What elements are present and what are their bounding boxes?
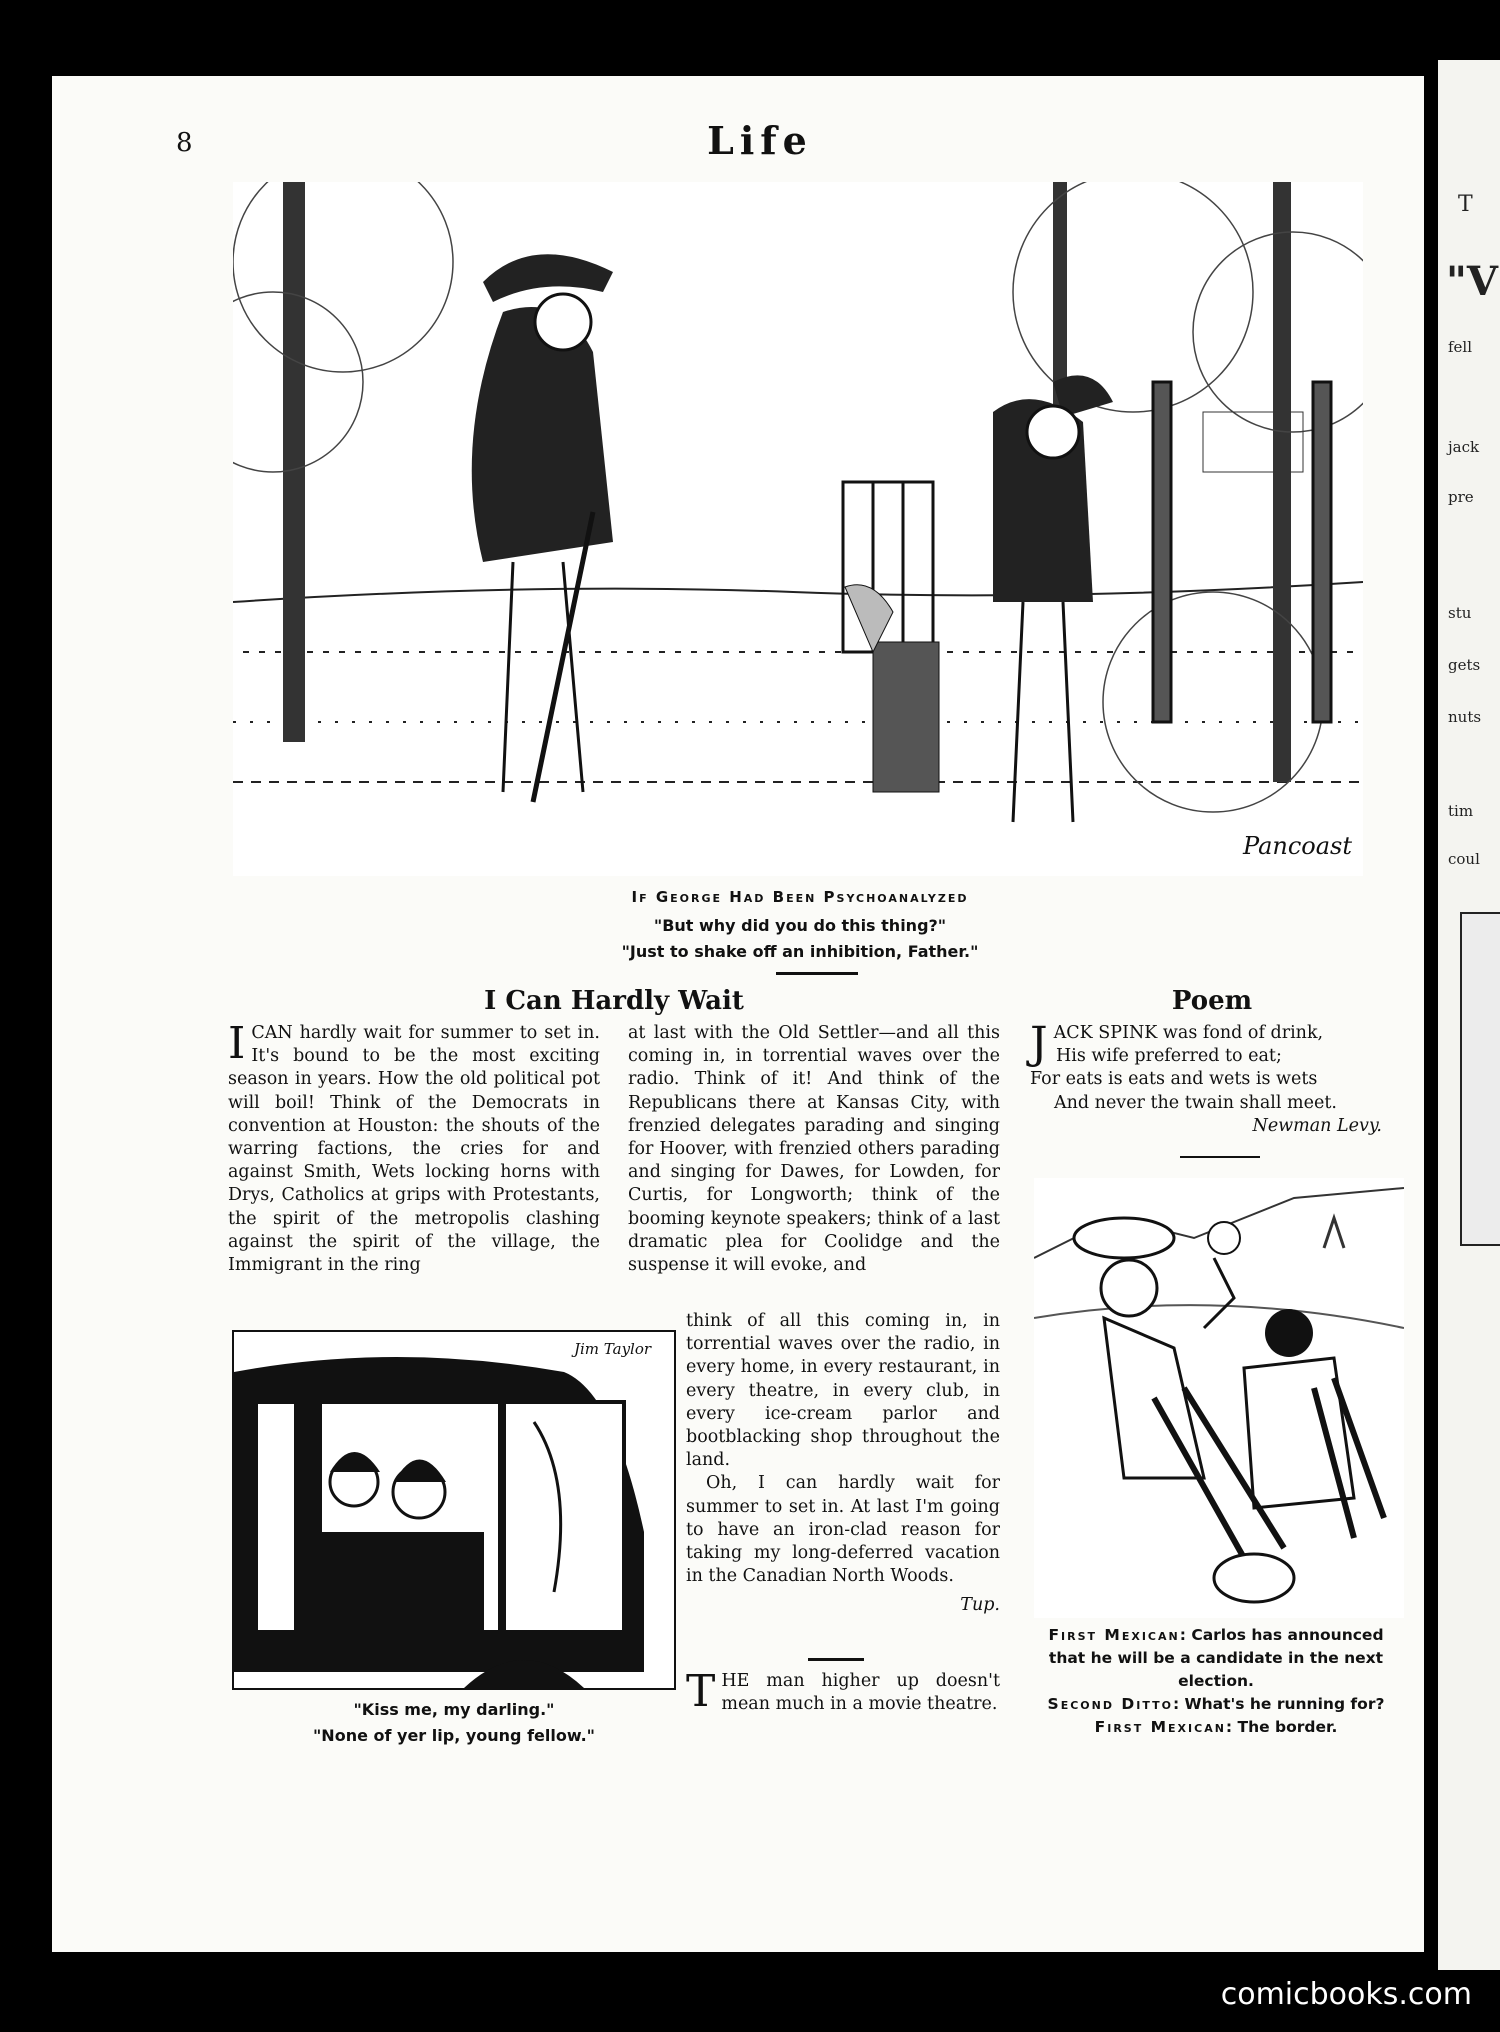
car-cartoon-caption-line1: "Kiss me, my darling." (353, 1700, 555, 1719)
adjacent-page-edge (1438, 60, 1500, 1970)
page-number: 8 (176, 128, 193, 158)
poem-line-1: ACK SPINK was fond of drink, (1053, 1023, 1324, 1043)
edge-fragment: T (1458, 192, 1473, 217)
edge-fragment: coul (1448, 850, 1480, 868)
mexican-cartoon-caption (1028, 1624, 1404, 1739)
divider-rule (808, 1658, 864, 1661)
mexican-caption-line-2 (1028, 1693, 1404, 1716)
poem-line-3: For eats is eats and wets is wets (1030, 1069, 1318, 1090)
car-cartoon-illustration (232, 1330, 676, 1690)
article-paragraph-2: Oh, I can hardly wait for summer to set in. At last I'm going to have an iron-clad reason for taking my long-deferred vacation in the Canadian North Woods. (686, 1473, 1000, 1587)
article-signature: Tup. (960, 1595, 1000, 1616)
mexican-cartoon-illustration (1034, 1178, 1404, 1618)
speaker-first-mexican-2: First Mexican (1094, 1718, 1226, 1736)
car-cartoon-signature: Jim Taylor (574, 1340, 652, 1358)
mexican-caption-text-1: : Carlos has announced that he will be a candidate in the next election. (1048, 1626, 1384, 1690)
mexican-caption-text-3: : The border. (1225, 1718, 1338, 1736)
top-cartoon-title-text: If George Had Been Psychoanalyzed (631, 888, 969, 906)
divider-rule (1180, 1156, 1260, 1158)
speaker-second-ditto: Second Ditto (1047, 1695, 1173, 1713)
speaker-first-mexican: First Mexican (1048, 1626, 1180, 1644)
car-cartoon-caption-line2: "None of yer lip, young fellow." (312, 1726, 596, 1745)
edge-fragment: gets (1448, 656, 1481, 674)
mexican-caption-line-1 (1028, 1624, 1404, 1693)
top-cartoon-title (400, 888, 1200, 906)
poem-dropcap: J (1030, 1018, 1048, 1069)
article-paragraph-1: CAN hardly wait for summer to set in. It's bound to be the most exciting season in years. How the old political pot will boil! Think of the Democrats in convention at Houston: the shouts of the warring factions, the cries for and against Smith, Wets locking horns with Drys, Catholics at grips with Protestants, the spirit of the metropolis clashing against the spirit of the village, the Immigrant in the ring (228, 1023, 600, 1276)
article-paragraph-1-end: think of all this coming in, in torrential waves over the radio, in every home, in every restaurant, in every theatre, in every club, in every ice-cream parlor and bootblacking shop throughout the land. (686, 1311, 1000, 1471)
article-headline: I Can Hardly Wait (484, 986, 744, 1016)
top-cartoon-caption-line1: "But why did you do this thing?" (653, 916, 947, 935)
article-column-2-top (628, 1022, 1000, 1308)
masthead: Life (707, 118, 813, 163)
edge-fragment: pre (1448, 488, 1474, 506)
poem-line-4: And never the twain shall meet. (1054, 1092, 1337, 1113)
poem-line-2: His wife preferred to eat; (1056, 1046, 1282, 1067)
divider-rule (776, 972, 858, 975)
poem-body (1030, 1018, 1402, 1138)
edge-fragment: nuts (1448, 708, 1482, 726)
poem-headline: Poem (1171, 986, 1253, 1016)
top-cartoon-signature: Pancoast (1243, 832, 1352, 860)
article-column-1 (228, 1022, 600, 1308)
article-column-2-bottom (686, 1310, 1000, 1640)
edge-fragment: tim (1448, 802, 1474, 820)
edge-fragment: "V (1446, 258, 1498, 305)
filler-paragraph (686, 1666, 1000, 1750)
poem-author: Newman Levy. (1252, 1115, 1382, 1136)
edge-fragment: fell (1448, 338, 1473, 356)
article-paragraph-1-continued: at last with the Old Settler—and all this coming in, in torrential waves over the radio. Think of it! And think of the Republicans there at Kansas City, with frenzied delegates parading and singing for Hoover, with frenzied others parading and singing for Dawes, for Lowden, for Curtis, for Longworth; think of the booming keynote speakers; think of a last dramatic plea for Coolidge and the suspense it will evoke, and (628, 1023, 1000, 1276)
top-cartoon-illustration (233, 182, 1363, 876)
top-cartoon-caption-line2: "Just to shake off an inhibition, Father." (621, 942, 979, 961)
watermark: comicbooks.com (1220, 1977, 1472, 2012)
filler-text: HE man higher up doesn't mean much in a movie theatre. (721, 1671, 1000, 1715)
edge-fragment: jack (1448, 438, 1480, 456)
mexican-caption-text-2: : What's he running for? (1172, 1695, 1385, 1713)
filler-dropcap: T (686, 1666, 716, 1717)
adjacent-map-illustration (1460, 912, 1500, 1246)
mexican-caption-line-3 (1028, 1716, 1404, 1739)
article-dropcap: I (228, 1022, 246, 1069)
edge-fragment: stu (1448, 604, 1472, 622)
